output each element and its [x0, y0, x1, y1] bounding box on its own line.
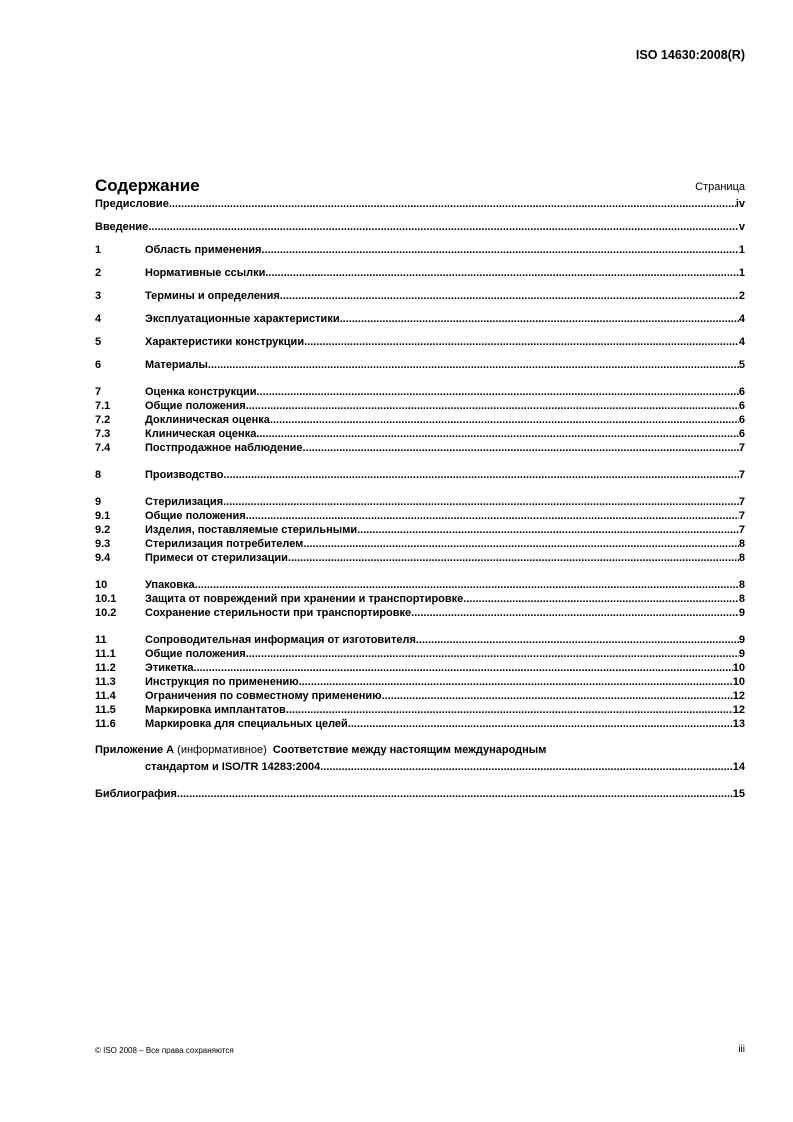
entry-number: 10.1 [95, 593, 117, 605]
entry-title: Эксплуатационные характеристики [145, 313, 340, 325]
entry-title: Стерилизация потребителем [145, 538, 304, 550]
entry-page: 12 [732, 704, 745, 716]
entry-title: Примеси от стерилизации [145, 552, 288, 564]
dot-leader [340, 312, 739, 326]
toc-entry[interactable] [95, 385, 745, 399]
entry-page: 8 [738, 538, 745, 550]
toc-entry[interactable] [95, 358, 745, 372]
entry-title: Постпродажное наблюдение [145, 442, 303, 454]
dot-leader [148, 220, 739, 234]
entry-page: 4 [738, 313, 745, 325]
entry-title: Общие положения [145, 648, 246, 660]
toc-entry[interactable] [95, 633, 745, 647]
dot-leader [299, 675, 733, 689]
entry-number: 11.6 [95, 718, 116, 730]
toc-entry[interactable] [95, 220, 745, 234]
entry-number: 10 [95, 579, 108, 591]
entry-page: 1 [738, 267, 745, 279]
toc-entry[interactable] [95, 703, 745, 717]
dot-leader [270, 413, 739, 427]
toc-entry[interactable] [95, 675, 745, 689]
entry-number: 7.3 [95, 428, 111, 440]
entry-title: Общие положения [145, 400, 246, 412]
dot-leader [246, 399, 739, 413]
footer-copyright: © ISO 2008 – Все права сохраняются [95, 1046, 234, 1055]
entry-page: 5 [738, 359, 745, 371]
entry-number: 9.1 [95, 510, 111, 522]
entry-number: 11.1 [95, 648, 116, 660]
dot-leader [416, 633, 739, 647]
entry-number: 9.2 [95, 524, 111, 536]
dot-leader [169, 197, 736, 211]
toc-entry[interactable] [95, 661, 745, 675]
entry-title: Маркировка имплантатов [145, 704, 286, 716]
dot-leader [382, 689, 733, 703]
entry-number: 9.4 [95, 552, 111, 564]
entry-title: Термины и определения [145, 290, 280, 302]
entry-title: Ограничения по совместному применению [145, 690, 382, 702]
entry-number: 3 [95, 290, 102, 302]
dot-leader [193, 661, 732, 675]
table-of-contents [95, 197, 745, 801]
dot-leader [463, 592, 739, 606]
entry-page: 7 [738, 510, 745, 522]
dot-leader [303, 441, 739, 455]
toc-entry[interactable] [95, 606, 745, 620]
dot-leader [286, 703, 733, 717]
entry-page: 12 [732, 690, 745, 702]
entry-title: Изделия, поставляемые стерильными [145, 524, 358, 536]
toc-entry[interactable] [95, 427, 745, 441]
dot-leader [208, 358, 739, 372]
document-id: ISO 14630:2008(R) [635, 48, 745, 62]
entry-number: 7 [95, 386, 102, 398]
entry-title: Клиническая оценка [145, 428, 257, 440]
toc-entry[interactable] [95, 266, 745, 280]
entry-title: Характеристики конструкции [145, 336, 305, 348]
annex-title-line2: стандартом и ISO/TR 14283:2004 [145, 761, 321, 773]
entry-number: 10.2 [95, 607, 117, 619]
annex-label: Приложение A [95, 744, 175, 756]
dot-leader [304, 335, 739, 349]
entry-page: 6 [738, 400, 745, 412]
entry-title: Оценка конструкции [145, 386, 257, 398]
dot-leader [177, 787, 733, 801]
entry-number: 8 [95, 469, 102, 481]
entry-page: 8 [738, 593, 745, 605]
dot-leader [195, 578, 739, 592]
toc-entry[interactable] [95, 495, 745, 509]
entry-page: 7 [738, 469, 745, 481]
entry-page: 1 [738, 244, 745, 256]
entry-title: Инструкция по применению [145, 676, 299, 688]
dot-leader [357, 523, 739, 537]
entry-number: 11 [95, 634, 107, 646]
entry-page: 6 [738, 386, 745, 398]
dot-leader [288, 551, 739, 565]
entry-title: Нормативные ссылки [145, 267, 266, 279]
entry-page: 9 [738, 607, 745, 619]
entry-page: 13 [732, 718, 745, 730]
entry-page: 9 [738, 648, 745, 660]
footer-page-number: iii [738, 1044, 745, 1055]
toc-entry[interactable] [95, 289, 745, 303]
bibliography-page: 15 [732, 788, 745, 800]
entry-number: 9 [95, 496, 102, 508]
toc-entry[interactable] [95, 717, 745, 731]
entry-page: 7 [738, 496, 745, 508]
dot-leader [223, 495, 739, 509]
dot-leader [265, 266, 739, 280]
toc-entries [95, 197, 745, 731]
entry-title: Общие положения [145, 510, 246, 522]
entry-number: 11.2 [95, 662, 116, 674]
entry-page: 2 [738, 290, 745, 302]
entry-title: Сохранение стерильности при транспортировке [145, 607, 412, 619]
toc-entry[interactable] [95, 523, 745, 537]
entry-title: Упаковка [145, 579, 195, 591]
dot-leader [280, 289, 739, 303]
bibliography-title: Библиография [95, 788, 177, 800]
toc-bibliography[interactable] [95, 787, 745, 801]
annex-kind: (информативное) [177, 744, 267, 756]
entry-page: 10 [732, 662, 745, 674]
toc-entry[interactable] [95, 413, 745, 427]
dot-leader [320, 760, 733, 774]
entry-title: Сопроводительная информация от изготовителя [145, 634, 416, 646]
entry-page: 10 [732, 676, 745, 688]
toc-entry[interactable] [95, 509, 745, 523]
entry-number: 5 [95, 336, 102, 348]
entry-page: 9 [738, 634, 745, 646]
dot-leader [411, 606, 739, 620]
annex-title-line1: Соответствие между настоящим международным [272, 744, 547, 756]
entry-title: Предисловие [95, 198, 169, 210]
page-title: Содержание [95, 176, 200, 195]
toc-entry[interactable] [95, 312, 745, 326]
entry-number: 9.3 [95, 538, 111, 550]
dot-leader [261, 243, 738, 257]
toc-entry[interactable] [95, 647, 745, 661]
entry-page: 7 [738, 442, 745, 454]
entry-number: 11.3 [95, 676, 116, 688]
toc-entry[interactable] [95, 537, 745, 551]
entry-title: Стерилизация [145, 496, 224, 508]
entry-number: 11.5 [95, 704, 116, 716]
entry-page: 7 [738, 524, 745, 536]
toc-entry[interactable] [95, 243, 745, 257]
entry-page: 8 [738, 579, 745, 591]
entry-page: iv [735, 198, 745, 210]
entry-page: v [738, 221, 745, 233]
toc-entry[interactable] [95, 689, 745, 703]
toc-entry[interactable] [95, 197, 745, 211]
entry-title: Этикетка [145, 662, 194, 674]
entry-number: 4 [95, 313, 102, 325]
entry-number: 6 [95, 359, 102, 371]
entry-page: 6 [738, 428, 745, 440]
dot-leader [256, 385, 738, 399]
toc-entry[interactable] [95, 441, 745, 455]
dot-leader [246, 509, 739, 523]
toc-entry[interactable] [95, 551, 745, 565]
toc-entry[interactable] [95, 578, 745, 592]
entry-number: 11.4 [95, 690, 116, 702]
entry-number: 7.1 [95, 400, 111, 412]
dot-leader [246, 647, 739, 661]
annex-page: 14 [732, 761, 745, 773]
dot-leader [256, 427, 739, 441]
page-column-label: Страница [695, 181, 745, 193]
entry-number: 7.2 [95, 414, 111, 426]
entry-number: 1 [95, 244, 102, 256]
toc-entry[interactable] [95, 468, 745, 482]
entry-page: 8 [738, 552, 745, 564]
toc-annex[interactable] [95, 743, 745, 774]
entry-title: Область применения [145, 244, 262, 256]
toc-entry[interactable] [95, 399, 745, 413]
dot-leader [303, 537, 739, 551]
entry-title: Защита от повреждений при хранении и транспортировке [145, 593, 464, 605]
entry-title: Доклиническая оценка [145, 414, 270, 426]
entry-number: 7.4 [95, 442, 111, 454]
entry-page: 6 [738, 414, 745, 426]
dot-leader [223, 468, 738, 482]
toc-entry[interactable] [95, 592, 745, 606]
toc-entry[interactable] [95, 335, 745, 349]
entry-title: Материалы [145, 359, 208, 371]
dot-leader [348, 717, 733, 731]
entry-page: 4 [738, 336, 745, 348]
entry-title: Производство [145, 469, 224, 481]
entry-title: Введение [95, 221, 149, 233]
entry-title: Маркировка для специальных целей [145, 718, 348, 730]
entry-number: 2 [95, 267, 102, 279]
